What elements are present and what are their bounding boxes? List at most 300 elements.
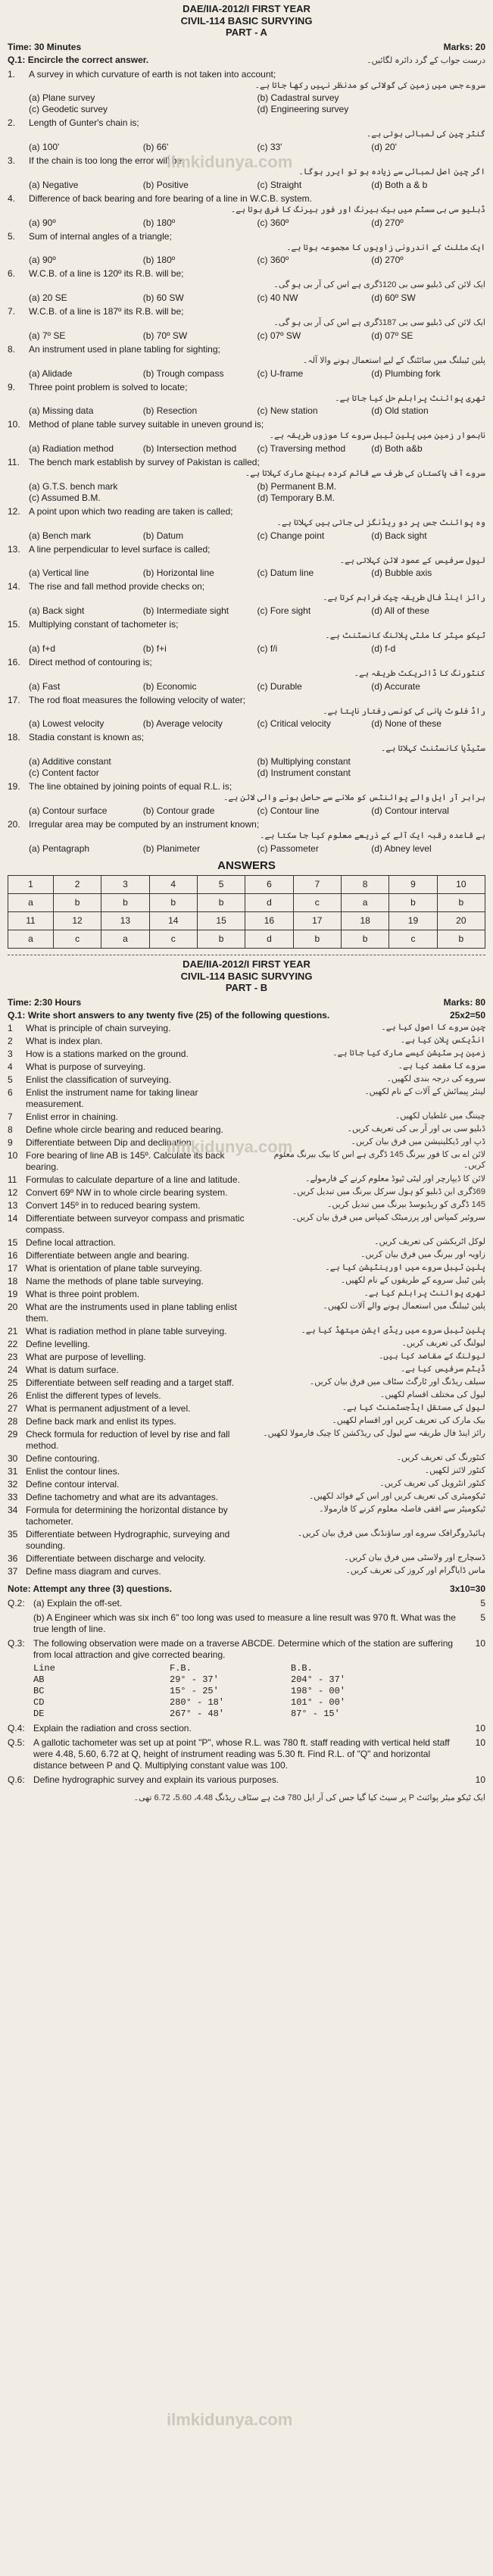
question-text: Differentiate between Dip and declination.: [26, 1137, 194, 1149]
question-text: Define contouring.: [26, 1453, 100, 1465]
mcq-list: [8, 69, 485, 855]
exam-title: DAE/IIA-2012/I FIRST YEAR: [183, 3, 310, 14]
question-number: 20.: [8, 818, 20, 830]
answers-cell: 4: [149, 876, 197, 894]
answers-cell: b: [149, 894, 197, 912]
answers-table: [8, 875, 485, 949]
short-question: [8, 1111, 485, 1123]
mcq-question-row: [8, 268, 485, 280]
watermark: ilmkidunya.com: [167, 1137, 293, 1156]
question-urdu: ہائیڈروگرافک سروے اور ساؤنڈنگ میں فرق بیان کریں۔: [297, 1529, 485, 1539]
question-text: An instrument used in plane tabling for sighting;: [29, 343, 220, 355]
mcq-option: (c) 360º: [257, 255, 289, 266]
mcq-options: [29, 643, 485, 655]
answers-cell: 19: [389, 912, 437, 930]
mcq-item: [8, 419, 485, 455]
mcq-question-row: [8, 382, 485, 393]
question-urdu: کنٹورنگ کا ڈائریکٹ طریقہ ہے۔: [354, 668, 485, 678]
question-text: Stadia constant is known as;: [29, 732, 145, 743]
mcq-option: (b) Contour grade: [142, 805, 215, 816]
answers-title: ANSWERS: [217, 858, 276, 872]
question-number: 18: [8, 1276, 18, 1287]
instruction-text: Write short answers to any twenty five (25) of the following questions.: [27, 1010, 330, 1021]
mcq-item: [8, 382, 485, 417]
traverse-row: [33, 1674, 485, 1686]
mcq-question-row: [8, 581, 485, 592]
mcq-option: (b) 66': [142, 142, 169, 153]
answers-cell: b: [197, 894, 245, 912]
answers-cell: 7: [293, 876, 341, 894]
part-title: PART - B: [225, 982, 268, 994]
question-number: 31: [8, 1466, 18, 1477]
question-text: The rise and fall method provide checks on;: [29, 581, 205, 592]
question-text: What is three point problem.: [26, 1289, 140, 1300]
question-marks: 5: [480, 1598, 485, 1609]
mcq-option: (b) Economic: [142, 680, 197, 692]
mcq-options: [29, 330, 485, 342]
question-urdu: لیولنگ کے مقاصد کیا ہیں۔: [378, 1352, 485, 1361]
question-text: A line perpendicular to level surface is called;: [29, 543, 211, 555]
question-text: What is radiation method in plane table surveying.: [26, 1326, 227, 1337]
short-question: [8, 1377, 485, 1389]
answers-row: [8, 930, 485, 949]
question-number: 10: [8, 1150, 18, 1161]
question-text: Multiplying constant of tachometer is;: [29, 619, 179, 630]
traverse-cell: DE: [33, 1708, 45, 1720]
question-number: 25: [8, 1377, 18, 1389]
question-text: What is orientation of plane table surveying.: [26, 1263, 202, 1274]
question-text: W.C.B. of a line is 187º its R.B. will be;: [29, 306, 184, 317]
mcq-option: (a) Missing data: [29, 405, 94, 417]
question-text: Enlist the different types of levels.: [26, 1390, 161, 1402]
question-urdu: ایک لائن کی ڈبلیو سی بی 120ڈگری ہے اس کی آر بی ہو گی۔: [273, 280, 485, 290]
question-urdu: ایک لائن کی ڈبلیو سی بی 187ڈگری ہے اس کی آر بی ہو گی۔: [273, 318, 485, 328]
question-urdu: لیول کی مستقل ایڈجسٹمنٹ کیا ہے۔: [342, 1403, 485, 1413]
mcq-item: [8, 231, 485, 267]
question-number: 16: [8, 1250, 18, 1261]
question-urdu: ڈبلیو سی بی اور آر بی کی تعریف کریں۔: [347, 1124, 485, 1134]
question-text: Define whole circle bearing and reduced bearing.: [26, 1124, 223, 1136]
mcq-item: [8, 695, 485, 730]
mcq-option: (c) Geodetic survey: [29, 104, 108, 115]
mcq-item: [8, 506, 485, 542]
long-question: [8, 1598, 485, 1609]
question-number: 19: [8, 1289, 18, 1300]
mcq-option: (d) 20': [371, 142, 397, 153]
question-marks: 10: [475, 1774, 485, 1786]
question-number: 4.: [8, 192, 16, 204]
part-a-header: [8, 3, 485, 39]
answers-cell: 11: [8, 912, 54, 930]
mcq-option: (b) Intersection method: [142, 443, 237, 455]
question-text: Explain the radiation and cross section.: [33, 1723, 192, 1734]
traverse-cell: AB: [33, 1674, 45, 1686]
mcq-option: (c) Content factor: [29, 767, 99, 779]
mcq-option: (d) Accurate: [371, 680, 420, 692]
watermark: ilmkidunya.com: [167, 152, 293, 171]
question-text: Fore bearing of line AB is 145º. Calculate its back bearing.: [26, 1150, 225, 1173]
traverse-cell: Line: [33, 1663, 55, 1674]
mcq-options: [29, 843, 485, 855]
question-text: What are the instruments used in plane tabling enlist them.: [26, 1302, 237, 1324]
question-urdu: برابر آر ایل والے پوائنٹس کو ملانے سے حاصل ہونے والی لائن ہے۔: [223, 793, 485, 803]
long-question: [8, 1774, 485, 1786]
mcq-option: (c) 40 NW: [257, 292, 298, 304]
short-question: [8, 1429, 485, 1452]
short-question: [8, 1061, 485, 1073]
mcq-option: (b) 70º SW: [142, 330, 188, 341]
short-question: [8, 1365, 485, 1376]
mcq-options: [29, 368, 485, 380]
question-text: Differentiate between angle and bearing.: [26, 1250, 189, 1261]
answers-cell: 3: [101, 876, 149, 894]
question-number: 1: [8, 1023, 13, 1034]
mcq-option: (c) U-frame: [257, 367, 304, 379]
mcq-option: (a) 100': [29, 142, 60, 153]
mcq-option: (a) Plane survey: [29, 92, 95, 104]
answers-cell: a: [8, 930, 54, 949]
long-question: [8, 1737, 485, 1771]
traverse-cell: 280° - 18': [170, 1697, 225, 1708]
part-b-header: [8, 958, 485, 994]
short-question: [8, 1174, 485, 1186]
urdu-footer: ایک ٹیکو میٹر پوائنٹ P پر سیٹ کیا گیا جس کی آر ایل 780 فٹ ہے سٹاف ریڈنگ 4.48، 5.60، 6.72 تھی۔: [133, 1793, 485, 1803]
mcq-option: (a) 90º: [29, 255, 56, 266]
mcq-option: (b) Average velocity: [142, 718, 223, 730]
mcq-item: [8, 544, 485, 580]
question-text: Differentiate between self reading and a target staff.: [26, 1377, 235, 1389]
question-number: 4: [8, 1061, 13, 1073]
question-number: 37: [8, 1566, 18, 1577]
question-text: Enlist the contour lines.: [26, 1466, 120, 1477]
question-urdu: سروے کی درجہ بندی لکھیں۔: [386, 1074, 485, 1084]
question-urdu: 145 ڈگری کو ریڈیوسڈ بیرنگ میں تبدیل کریں۔: [326, 1200, 485, 1210]
mcq-item: [8, 117, 485, 153]
answers-cell: 8: [341, 876, 388, 894]
question-text: Define tachometry and what are its advantages.: [26, 1492, 219, 1503]
traverse-table: [33, 1663, 485, 1720]
instruction-urdu: درست جواب کے گرد دائرہ لگائیں۔: [367, 55, 485, 65]
question-number: 10.: [8, 419, 20, 430]
mcq-option: (d) Temporary B.M.: [257, 492, 335, 503]
mcq-item: [8, 306, 485, 342]
mcq-option: (b) 60 SW: [142, 292, 184, 304]
question-urdu: ماس ڈایاگرام اور کروز کی تعریف کریں۔: [345, 1566, 485, 1576]
traverse-cell: 267° - 48': [170, 1708, 225, 1720]
answers-cell: 17: [293, 912, 341, 930]
question-urdu: ناہموار زمین میں پلین ٹیبل سروے کا موزوں طریقہ ہے۔: [269, 431, 485, 441]
question-urdu: پلین ٹیبلنگ میں سائٹنگ کے لیے استعمال ہونے والا آلہ۔: [302, 355, 485, 365]
answers-cell: b: [341, 930, 388, 949]
question-marks: 5: [480, 1612, 485, 1624]
question-text: A gallotic tachometer was set up at point "P", whose R.L. was 780 ft. staff reading with vertical held staff were 4.48, 5.60, 6.72 at Q, height of instrument reading was 5.30 ft. Find R.L. of "Q" and horizontal distance between P and Q. Multiplying constant value was 100.: [33, 1737, 450, 1771]
question-number: 32: [8, 1479, 18, 1490]
question-number: 36: [8, 1553, 18, 1565]
mcq-item: [8, 781, 485, 817]
short-question: [8, 1074, 485, 1086]
short-question: [8, 1289, 485, 1300]
question-text: Enlist the instrument name for taking linear measurement.: [26, 1087, 198, 1110]
mcq-option: (b) 180º: [142, 255, 176, 266]
question-number: 26: [8, 1390, 18, 1402]
question-number: 33: [8, 1492, 18, 1503]
question-number: 20: [8, 1302, 18, 1313]
short-question: [8, 1237, 485, 1249]
question-number: 3.: [8, 155, 16, 167]
question-text: Differentiate between discharge and velocity.: [26, 1553, 206, 1565]
question-marks: 10: [475, 1723, 485, 1734]
question-urdu: چین سروے کا اصول کیا ہے۔: [381, 1023, 485, 1033]
question-number: 13: [8, 1200, 18, 1211]
question-number: 27: [8, 1403, 18, 1415]
answers-cell: a: [341, 894, 388, 912]
instruction-number: Q.1:: [8, 1010, 26, 1021]
question-marks: 10: [475, 1638, 485, 1649]
mcq-option: (c) Assumed B.M.: [29, 492, 101, 503]
question-number: 9.: [8, 381, 16, 392]
question-urdu: رائز اینڈ فال طریقہ چیک فراہم کرتا ہے۔: [323, 593, 485, 603]
mcq-options: [29, 718, 485, 730]
question-number: [8, 1612, 33, 1635]
traverse-cell: B.B.: [291, 1663, 313, 1674]
mcq-option: (d) Both a&b: [371, 443, 423, 455]
mcq-option: (c) Passometer: [257, 843, 319, 854]
mcq-option: (c) f/i: [257, 642, 278, 654]
question-number: 3: [8, 1049, 13, 1060]
question-urdu: ایک مثلث کے اندرونی زاویوں کا مجموعہ ہوتا ہے۔: [286, 242, 485, 252]
course-title: CIVIL-114 BASIC SURVYING: [180, 970, 313, 982]
mcq-option: (b) Permanent B.M.: [257, 480, 337, 492]
question-urdu: سیلف ریڈنگ اور ٹارگٹ سٹاف میں فرق بیان کریں۔: [309, 1377, 485, 1387]
question-text: Length of Gunter's chain is;: [29, 117, 139, 129]
mcq-option: (c) 33': [257, 142, 282, 153]
mcq-option: (b) Horizontal line: [142, 567, 214, 579]
mcq-question-row: [8, 69, 485, 80]
mcq-question-row: [8, 544, 485, 555]
short-question: [8, 1390, 485, 1402]
question-urdu: زمین پر سٹیشن کیسے مارک کیا جاتا ہے۔: [332, 1049, 485, 1058]
instruction-marks: 25x2=50: [449, 1010, 485, 1021]
mcq-question-row: [8, 657, 485, 668]
answers-cell: 12: [53, 912, 101, 930]
mcq-option: (b) Trough compass: [142, 367, 224, 379]
question-number: 35: [8, 1529, 18, 1540]
question-text: Define local attraction.: [26, 1237, 116, 1249]
question-text: What is index plan.: [26, 1036, 103, 1047]
question-urdu: تھری پوائنٹ پرابلم کیا ہے۔: [364, 1289, 485, 1299]
mcq-option: (a) Negative: [29, 179, 79, 190]
question-urdu: ڈبلیو سی بی سسٹم میں بیک بیرنگ اور فور بیرنگ کا فرق ہوتا ہے۔: [230, 205, 485, 214]
exam-title: DAE/IIA-2012/I FIRST YEAR: [183, 958, 310, 971]
question-urdu: ٹیکومیٹری کی تعریف کریں اور اس کے فوائد لکھیں۔: [308, 1492, 485, 1502]
question-text: A point upon which two reading are taken is called;: [29, 505, 233, 517]
question-number: 7: [8, 1111, 13, 1123]
question-text: Formulas to calculate departure of a line and latitude.: [26, 1174, 240, 1186]
question-number: 9: [8, 1137, 13, 1149]
question-number: 2.: [8, 117, 16, 129]
short-question: [8, 1276, 485, 1287]
question-text: Convert 145º in to reduced bearing system.: [26, 1200, 201, 1211]
question-number: Q.2:: [8, 1598, 25, 1609]
mcq-option: (a) Vertical line: [29, 567, 89, 579]
instruction-number: Q.1:: [8, 54, 26, 65]
answers-cell: b: [437, 894, 485, 912]
question-urdu: پلین ٹیبلنگ میں استعمال ہونے والے آلات لکھیں۔: [323, 1302, 485, 1311]
mcq-options: [29, 681, 485, 692]
question-number: 29: [8, 1429, 18, 1440]
answers-cell: b: [437, 930, 485, 949]
short-question-list: [8, 1023, 485, 1577]
answers-row: [8, 912, 485, 930]
long-question-list: [8, 1598, 485, 1661]
question-urdu: لوکل اٹریکشن کی تعریف کریں۔: [374, 1237, 485, 1247]
short-question: [8, 1352, 485, 1363]
question-number: 28: [8, 1416, 18, 1427]
mcq-item: [8, 581, 485, 617]
question-number: 22: [8, 1339, 18, 1350]
mcq-option: (a) Contour surface: [29, 805, 108, 816]
short-question: [8, 1553, 485, 1565]
mcq-item: [8, 69, 485, 116]
question-text: Direct method of contouring is;: [29, 656, 152, 667]
mcq-option: (a) Additive constant: [29, 756, 111, 767]
part-title: PART - A: [226, 27, 267, 39]
question-text: Sum of internal angles of a triangle;: [29, 230, 172, 242]
mcq-option: (d) 07º SE: [371, 330, 413, 341]
question-urdu: 69ڈگری این ڈبلیو کو ہول سرکل بیرنگ میں تبدیل کریں۔: [292, 1187, 485, 1197]
question-text: What is principle of chain surveying.: [26, 1023, 171, 1034]
short-question: [8, 1049, 485, 1060]
short-question: [8, 1187, 485, 1199]
question-text: Method of plane table survey suitable in uneven ground is;: [29, 419, 264, 430]
mcq-option: (b) Datum: [142, 530, 184, 541]
mcq-question-row: [8, 419, 485, 430]
traverse-row: [33, 1708, 485, 1720]
question-number: 14: [8, 1213, 18, 1224]
answers-cell: d: [245, 930, 293, 949]
mcq-option: (a) 90º: [29, 217, 56, 228]
question-urdu: لائن اے بی کا فور بیرنگ 145 ڈگری ہے اس کا بیک بیرنگ معلوم کریں۔: [273, 1150, 485, 1170]
short-question: [8, 1505, 485, 1527]
answers-cell: 16: [245, 912, 293, 930]
answers-cell: b: [293, 930, 341, 949]
mcq-option: (d) f-d: [371, 642, 396, 654]
mcq-option: (a) Lowest velocity: [29, 718, 105, 730]
answers-cell: 10: [437, 876, 485, 894]
answers-cell: b: [101, 894, 149, 912]
mcq-option: (c) Straight: [257, 179, 302, 190]
traverse-cell: 87° - 15': [291, 1708, 340, 1720]
question-text: The following observation were made on a traverse ABCDE. Determine which of the station are suffering from local attraction and give corrected bearing.: [33, 1638, 454, 1661]
question-text: Difference of back bearing and fore bearing of a line in W.C.B. system.: [29, 192, 312, 204]
question-number: 24: [8, 1365, 18, 1376]
question-number: 18.: [8, 732, 20, 743]
question-urdu: انڈیکس پلان کیا ہے۔: [400, 1036, 485, 1046]
answers-cell: a: [8, 894, 54, 912]
answers-cell: a: [101, 930, 149, 949]
mcq-option: (d) Bubble axis: [371, 567, 432, 579]
answers-cell: 6: [245, 876, 293, 894]
question-urdu: ٹیکومیٹر سے افقی فاصلہ معلوم کرنے کا فارمولا۔: [319, 1505, 485, 1515]
long-question: [8, 1638, 485, 1661]
mcq-option: (b) 180º: [142, 217, 176, 228]
question-text: Differentiate between surveyor compass and prismatic compass.: [26, 1213, 245, 1236]
short-question: [8, 1416, 485, 1427]
mcq-question-row: [8, 306, 485, 317]
short-question: [8, 1213, 485, 1236]
mcq-options: [29, 405, 485, 417]
question-urdu: لیولنگ کی تعریف کریں۔: [401, 1339, 485, 1349]
question-text: What is purpose of surveying.: [26, 1061, 146, 1073]
question-number: 5.: [8, 230, 16, 242]
question-text: Differentiate between Hydrographic, surveying and sounding.: [26, 1529, 230, 1552]
question-text: (a) Explain the off-set.: [33, 1598, 123, 1609]
question-text: Define levelling.: [26, 1339, 90, 1350]
mcq-option: (d) 270º: [371, 255, 404, 266]
mcq-item: [8, 619, 485, 655]
mcq-option: (d) Engineering survey: [257, 104, 349, 115]
question-number: 12: [8, 1187, 18, 1199]
short-question: [8, 1250, 485, 1261]
mcq-option: (a) Pentagraph: [29, 843, 90, 854]
question-number: 8.: [8, 343, 16, 355]
question-number: 15.: [8, 619, 20, 630]
question-number: 15: [8, 1237, 18, 1249]
question-urdu: راڈ فلوٹ پانی کی کونسی رفتار ناپتا ہے۔: [323, 706, 485, 716]
mcq-option: (a) Radiation method: [29, 443, 114, 455]
traverse-row: [33, 1686, 485, 1697]
question-number: Q.3:: [8, 1638, 25, 1649]
question-text: If the chain is too long the error will be;: [29, 155, 185, 167]
short-question: [8, 1200, 485, 1211]
answers-cell: c: [149, 930, 197, 949]
question-text: Formula for determining the horizontal distance by tachometer.: [26, 1505, 228, 1527]
question-urdu: لائن کا ڈیپارچر اور لیٹی ٹیوڈ معلوم کرنے کے فارمولے۔: [305, 1174, 485, 1184]
question-number: Q.4:: [8, 1723, 25, 1734]
mcq-item: [8, 457, 485, 504]
instruction-row: [8, 1010, 485, 1021]
question-text: W.C.B. of a line is 120º its R.B. will be;: [29, 268, 184, 280]
question-text: Enlist error in chaining.: [26, 1111, 119, 1123]
question-urdu: لینئر پیمائش کے آلات کے نام لکھیں۔: [364, 1087, 485, 1097]
traverse-cell: 204° - 37': [291, 1674, 346, 1686]
question-number: 21: [8, 1326, 18, 1337]
answers-cell: 1: [8, 876, 54, 894]
question-urdu: سروے کا مقصد کیا ہے۔: [398, 1061, 485, 1071]
time-marks-row: [8, 42, 485, 53]
short-question: [8, 1492, 485, 1503]
question-urdu: کنٹور لائنز لکھیں۔: [424, 1466, 485, 1476]
question-number: 17: [8, 1263, 18, 1274]
mcq-options: [29, 443, 485, 455]
question-text: What are purpose of levelling.: [26, 1352, 146, 1363]
question-text: Define hydrographic survey and explain its various purposes.: [33, 1774, 279, 1786]
question-number: 17.: [8, 694, 20, 705]
mcq-item: [8, 819, 485, 855]
answers-cell: b: [389, 894, 437, 912]
mcq-option: (a) f+d: [29, 642, 56, 654]
mcq-option: (a) Bench mark: [29, 530, 92, 541]
answers-cell: c: [293, 894, 341, 912]
question-text: Name the methods of plane table surveying.: [26, 1276, 204, 1287]
question-number: 11.: [8, 457, 20, 468]
answers-cell: 5: [197, 876, 245, 894]
question-urdu: بیک مارک کی تعریف کریں اور اقسام لکھیں۔: [332, 1416, 485, 1426]
answers-cell: 14: [149, 912, 197, 930]
mcq-option: (b) Planimeter: [142, 843, 201, 854]
question-urdu: ٹیکو میٹر کا ملٹی پلائنگ کانسٹنٹ ہے۔: [325, 631, 485, 641]
mcq-option: (c) New station: [257, 405, 318, 417]
